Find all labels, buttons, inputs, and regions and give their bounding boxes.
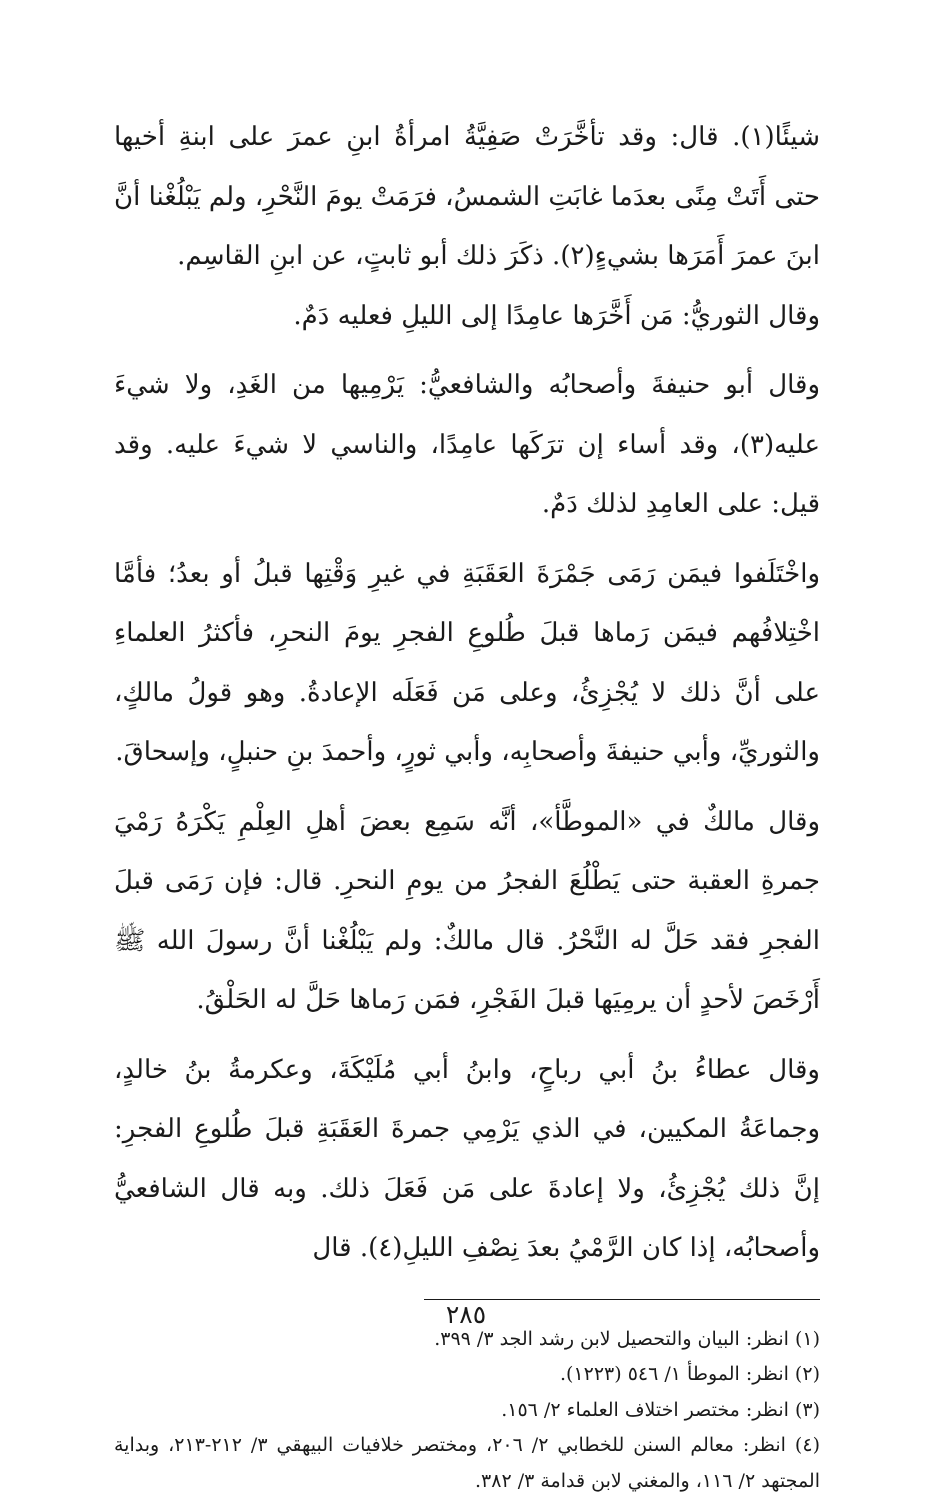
- page-number: ٢٨٥: [0, 1300, 932, 1329]
- paragraph-5: وقال مالكٌ في «الموطَّأ»، أنَّه سَمِع بعضَ أهلِ العِلْمِ يَكْرَهُ رَمْيَ جمرةِ العقبة حتى يَطْلُعَ الفجرُ من يومِ النحرِ. قال: فإن رَمَى قبلَ الفجرِ فقد حَلَّ له النَّحْرُ. قال مالكٌ: ولم يَبْلُغْنا أنَّ رسولَ الله ﷺ أَرْخَصَ لأحدٍ أن يرمِيَها قبلَ الفَجْرِ، فمَن رَماها حَلَّ له الحَلْقُ.: [114, 793, 820, 1031]
- paragraph-3: وقال أبو حنيفةَ وأصحابُه والشافعيُّ: يَرْمِيها من الغَدِ، ولا شيءَ عليه(٣)، وقد أساء إن ترَكَها عامِدًا، والناسي لا شيءَ عليه. وقد قيل: على العامِدِ لذلك دَمٌ.: [114, 356, 820, 535]
- footnote-2: (٢) انظر: الموطأ ١/ ٥٤٦ (١٢٢٣).: [114, 1357, 820, 1393]
- paragraph-6: وقال عطاءُ بنُ أبي رباحٍ، وابنُ أبي مُلَيْكَةَ، وعكرمةُ بنُ خالدٍ، وجماعَةُ المكيين، في الذي يَرْمِي جمرةَ العَقَبَةِ قبلَ طُلوعِ الفجرِ: إنَّ ذلك يُجْزِئُ، ولا إعادةَ على مَن فَعَلَ ذلك. وبه قال الشافعيُّ وأصحابُه، إذا كان الرَّمْيُ بعدَ نِصْفِ الليلِ(٤). قال: [114, 1041, 820, 1279]
- paragraph-1: شيئًا(١). قال: وقد تأخَّرَتْ صَفِيَّةُ امرأةُ ابنِ عمرَ على ابنةِ أخيها حتى أَتَتْ مِنًى بعدَما غابَتِ الشمسُ، فرَمَتْ يومَ النَّحْرِ، ولم يَبْلُغْنا أنَّ ابنَ عمرَ أَمَرَها بشيءٍ(٢). ذكَرَ ذلك أبو ثابتٍ، عن ابنِ القاسِم.: [114, 108, 820, 287]
- paragraph-2: وقال الثوريُّ: مَن أَخَّرَها عامِدًا إلى الليلِ فعليه دَمٌ.: [114, 287, 820, 347]
- footnotes-section: [114, 1322, 820, 1499]
- footnote-4: (٤) انظر: معالم السنن للخطابي ٢/ ٢٠٦، ومختصر خلافيات البيهقي ٣/ ٢١٢-٢١٣، وبداية المجتهد ٢/ ١١٦، والمغني لابن قدامة ٣/ ٣٨٢.: [114, 1428, 820, 1499]
- paragraph-4: واخْتَلَفوا فيمَن رَمَى جَمْرَةَ العَقَبَةِ في غيرِ وَقْتِها قبلُ أو بعدُ؛ فأمَّا اخْتِلافُهم فيمَن رَماها قبلَ طُلوعِ الفجرِ يومَ النحرِ، فأكثرُ العلماءِ على أنَّ ذلك لا يُجْزِئُ، وعلى مَن فَعَلَه الإعادةُ. وهو قولُ مالكٍ، والثوريِّ، وأبي حنيفةَ وأصحابِه، وأبي ثورٍ، وأحمدَ بنِ حنبلٍ، وإسحاقَ.: [114, 545, 820, 783]
- footnote-3: (٣) انظر: مختصر اختلاف العلماء ٢/ ١٥٦.: [114, 1393, 820, 1429]
- main-text-body: [114, 108, 820, 1279]
- footnote-1: (١) انظر: البيان والتحصيل لابن رشد الجد ٣/ ٣٩٩.: [114, 1322, 820, 1358]
